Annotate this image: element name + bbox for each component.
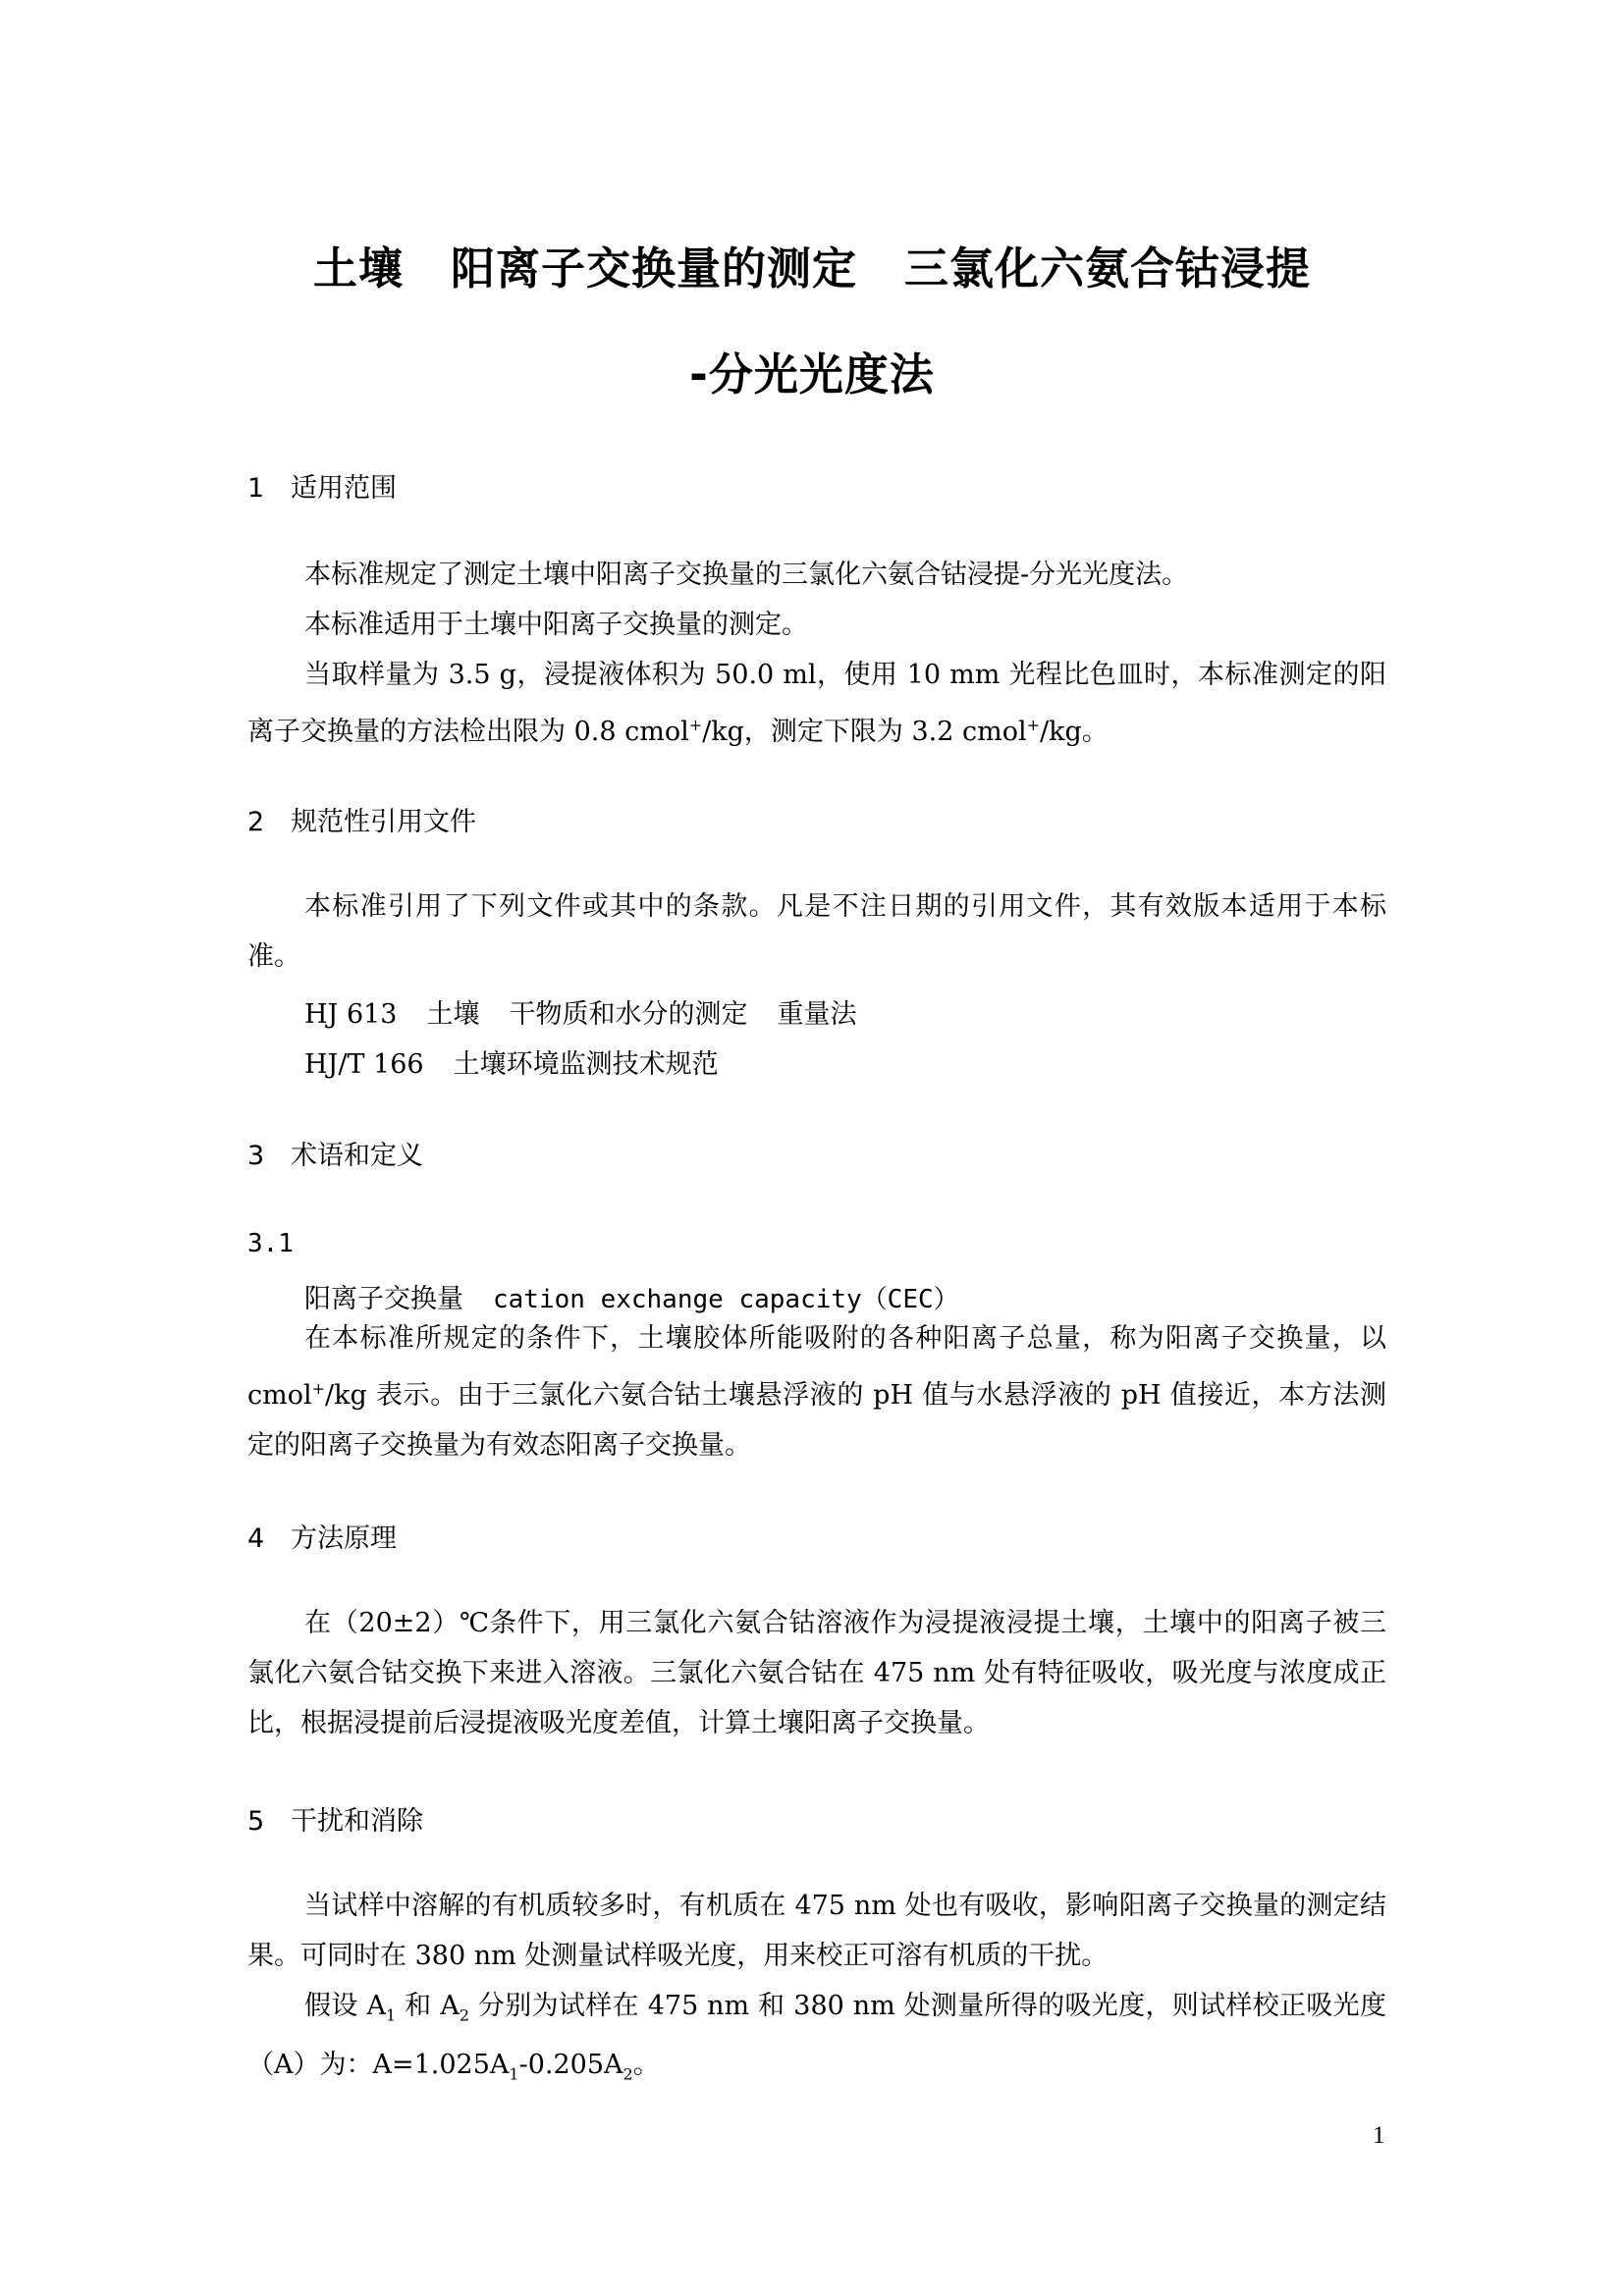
section-5-paragraph-1: 当试样中溶解的有机质较多时，有机质在 475 nm 处也有吸收，影响阳离子交换量的测定结果。可同时在 380 nm 处测量试样吸光度，用来校正可溶有机质的干扰。 xyxy=(247,1891,1386,1971)
section-1-paragraph-3: 当取样量为 3.5 g，浸提液体积为 50.0 ml，使用 10 mm 光程比色皿时，本标准测定的阳离子交换量的方法检出限为 0.8 cmol+/kg，测定下限为 3.2 cmol+/kg。 xyxy=(247,660,1386,747)
section-1-paragraph-1: 本标准规定了测定土壤中阳离子交换量的三氯化六氨合钴浸提-分光光度法。 xyxy=(304,560,1189,590)
section-4-heading: 4 方法原理 xyxy=(247,1523,397,1554)
section-5-body xyxy=(247,1881,1386,2100)
title-part3: 三氯化六氨合钴浸提 xyxy=(904,242,1312,294)
title-part2: 阳离子交换量的测定 xyxy=(450,242,857,294)
section-3-paragraph-1: 在本标准所规定的条件下，土壤胶体所能吸附的各种阳离子总量，称为阳离子交换量，以 cmol+/kg 表示。由于三氯化六氨合钴土壤悬浮液的 pH 值与水悬浮液的 pH 值接近，本方法测定的阳离子交换量为有效态阳离子交换量。 xyxy=(247,1323,1386,1461)
term-cec: 阳离子交换量 cation exchange capacity（CEC） xyxy=(304,1284,959,1314)
section-2-paragraph-1: 本标准引用了下列文件或其中的条款。凡是不注日期的引用文件，其有效版本适用于本标准。 xyxy=(247,891,1386,972)
document-title-line1 xyxy=(0,233,1624,296)
section-3-heading: 3 术语和定义 xyxy=(247,1141,423,1171)
document-title-line2: -分光光度法 xyxy=(689,348,935,400)
section-5-paragraph-2: 假设 $A_1$ 和 $A_2$ 分别为试样在 475 nm 和 380 nm 处测量所得的吸光度，则试样校正吸光度（A）为：$A=1.025A_1-0.205A_2$。 xyxy=(247,1991,1386,2084)
section-5-heading: 5 干扰和消除 xyxy=(247,1806,423,1837)
section-4-body xyxy=(247,1598,1386,1748)
reference-hj613: HJ 613 土壤 干物质和水分的测定 重量法 xyxy=(304,999,857,1030)
section-3-body xyxy=(247,1313,1386,1470)
reference-hjt166: HJ/T 166 土壤环境监测技术规范 xyxy=(304,1049,719,1080)
subsection-3-1-number: 3.1 xyxy=(247,1229,294,1258)
section-1-paragraph-2: 本标准适用于土壤中阳离子交换量的测定。 xyxy=(304,610,808,640)
section-4-paragraph-1: 在（20±2）℃条件下，用三氯化六氨合钴溶液作为浸提液浸提土壤，土壤中的阳离子被三氯化六氨合钴交换下来进入溶液。三氯化六氨合钴在 475 nm 处有特征吸收，吸光度与浓度成正比，根据浸提前后浸提液吸光度差值，计算土壤阳离子交换量。 xyxy=(247,1608,1386,1738)
section-1-body xyxy=(247,550,1386,757)
section-1-heading: 1 适用范围 xyxy=(247,473,397,504)
page-number: 1 xyxy=(1373,2122,1385,2149)
title-part1: 土壤 xyxy=(312,242,404,294)
section-2-heading: 2 规范性引用文件 xyxy=(247,807,476,837)
section-2-body xyxy=(247,881,1386,982)
